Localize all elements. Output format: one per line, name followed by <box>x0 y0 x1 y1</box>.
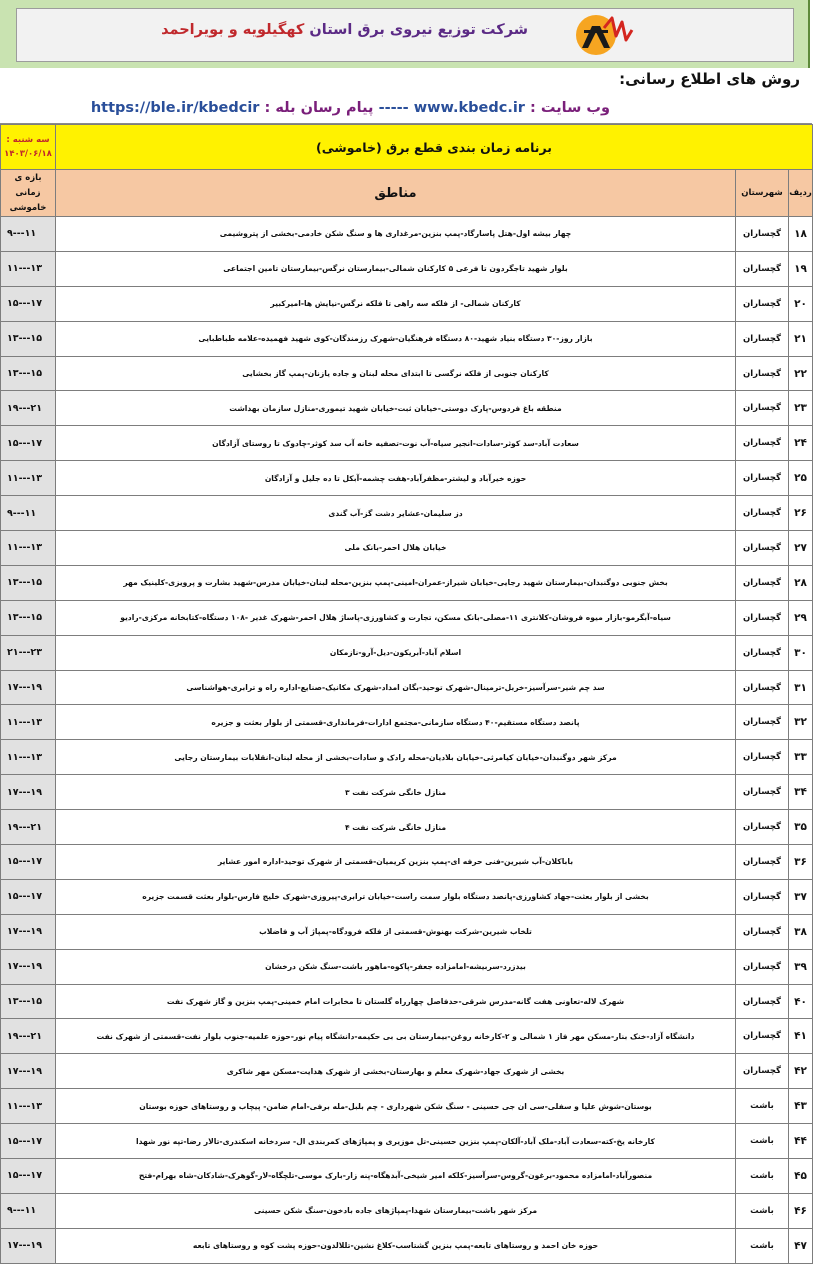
city-cell: گچساران <box>736 286 789 321</box>
city-cell: گچساران <box>736 775 789 810</box>
row-number-cell: ۲۹ <box>789 600 813 635</box>
areas-cell: بلوار شهید تاجگردون تا فرعی ۵ کارکنان شمالی-بیمارستان نرگس-بیمارستان تامین اجتماعی <box>56 251 736 286</box>
areas-cell: شهرک لاله-تعاونی هفت گانه-مدرس شرقی-حدفاصل چهارراه گلستان تا مخابرات امام خمینی-پمپ بنزین و گاز شهرک نفت <box>56 984 736 1019</box>
date-day: سه شنبه : <box>6 135 50 145</box>
time-range-cell: ۱۵---۱۷ <box>1 426 56 461</box>
row-number-cell: ۲۱ <box>789 321 813 356</box>
time-range-cell: ۱۱---۱۳ <box>1 1089 56 1124</box>
city-cell: باشت <box>736 1124 789 1159</box>
areas-cell: منصورآباد-امامزاده محمود-برغون-گروس-سرآسیز-کلکه امیر شیخی-آبدهگاه-پنه زار-بارک موسی-تلچگاه-لار-گوهرک-شادکان-شاه بهرام-فتح <box>56 1159 736 1194</box>
areas-cell: دانشگاه آزاد-خنک بنار-مسکن مهر فاز ۱ شمالی و ۲-کارخانه روغن-بیمارستان بی بی حکیمه-دانشگاه پیام نور-حوزه علمیه-جنوب بلوار نفت-قسمتی از شهرک نفت <box>56 1019 736 1054</box>
website-label: وب سایت : <box>530 100 610 116</box>
row-number-cell: ۳۸ <box>789 914 813 949</box>
table-row <box>1 217 813 252</box>
table-row <box>1 810 813 845</box>
city-cell: گچساران <box>736 740 789 775</box>
table-row <box>1 1054 813 1089</box>
table-row <box>1 1124 813 1159</box>
schedule-table <box>0 124 813 1264</box>
col-header-row: ردیف <box>789 170 813 217</box>
table-row <box>1 705 813 740</box>
table-row <box>1 286 813 321</box>
city-cell: گچساران <box>736 565 789 600</box>
table-row <box>1 496 813 531</box>
city-cell: گچساران <box>736 251 789 286</box>
areas-cell: بخشی از شهرک جهاد-شهرک معلم و بهارستان-بخشی از شهرک هدایت-مسکن مهر شاکری <box>56 1054 736 1089</box>
separator: ----- <box>378 100 409 116</box>
col-header-areas: مناطق <box>56 170 736 217</box>
time-range-cell: ۱۵---۱۷ <box>1 1159 56 1194</box>
table-row <box>1 879 813 914</box>
row-number-cell: ۲۲ <box>789 356 813 391</box>
row-number-cell: ۳۹ <box>789 949 813 984</box>
time-range-cell: ۹---۱۱ <box>1 1193 56 1228</box>
table-row <box>1 1193 813 1228</box>
time-range-cell: ۱۱---۱۳ <box>1 740 56 775</box>
time-range-cell: ۱۳---۱۵ <box>1 565 56 600</box>
city-cell: گچساران <box>736 600 789 635</box>
row-number-cell: ۲۸ <box>789 565 813 600</box>
time-range-cell: ۱۳---۱۵ <box>1 600 56 635</box>
row-number-cell: ۳۱ <box>789 670 813 705</box>
time-range-cell: ۱۱---۱۳ <box>1 461 56 496</box>
time-range-cell: ۱۱---۱۳ <box>1 705 56 740</box>
city-cell: باشت <box>736 1089 789 1124</box>
time-range-cell: ۱۵---۱۷ <box>1 1124 56 1159</box>
areas-cell: پانصد دستگاه مستقیم-۴۰ دستگاه سازمانی-مجتمع ادارات-فرمانداری-قسمتی از بلوار بعثت و جزیره <box>56 705 736 740</box>
table-row <box>1 740 813 775</box>
table-row <box>1 949 813 984</box>
row-number-cell: ۳۵ <box>789 810 813 845</box>
row-number-cell: ۲۰ <box>789 286 813 321</box>
table-row <box>1 1159 813 1194</box>
time-range-cell: ۱۳---۱۵ <box>1 356 56 391</box>
areas-cell: بازار روز-۳۰ دستگاه بنیاد شهید-۸۰ دستگاه فرهنگیان-شهرک رزمندگان-کوی شهید فهمیده-علامه طباطبایی <box>56 321 736 356</box>
table-row <box>1 565 813 600</box>
website-link[interactable]: www.kbedc.ir <box>413 100 525 116</box>
time-range-cell: ۱۵---۱۷ <box>1 879 56 914</box>
time-range-cell: ۱۹---۲۱ <box>1 810 56 845</box>
areas-cell: مرکز شهر باشت-بیمارستان شهدا-پمپاژهای جاده بادخون-سنگ شکن حسینی <box>56 1193 736 1228</box>
row-number-cell: ۳۷ <box>789 879 813 914</box>
bale-label: پیام رسان بله : <box>264 100 374 116</box>
bale-link[interactable]: https://ble.ir/kbedcir <box>90 100 260 116</box>
info-methods-title: روش های اطلاع رسانی: <box>619 70 800 88</box>
time-range-cell: ۱۷---۱۹ <box>1 949 56 984</box>
power-tower-lightning-logo <box>568 12 638 58</box>
time-range-cell: ۹---۱۱ <box>1 496 56 531</box>
city-cell: گچساران <box>736 845 789 880</box>
city-cell: گچساران <box>736 1019 789 1054</box>
city-cell: گچساران <box>736 496 789 531</box>
city-cell: گچساران <box>736 879 789 914</box>
time-range-cell: ۱۱---۱۳ <box>1 531 56 566</box>
city-cell: باشت <box>736 1193 789 1228</box>
time-range-cell: ۱۳---۱۵ <box>1 984 56 1019</box>
table-row <box>1 461 813 496</box>
row-number-cell: ۲۶ <box>789 496 813 531</box>
city-cell: گچساران <box>736 635 789 670</box>
table-row <box>1 1228 813 1263</box>
areas-cell: خیابان هلال احمر-بانک ملی <box>56 531 736 566</box>
city-cell: گچساران <box>736 705 789 740</box>
row-number-cell: ۲۵ <box>789 461 813 496</box>
row-number-cell: ۴۲ <box>789 1054 813 1089</box>
time-range-cell: ۱۷---۱۹ <box>1 914 56 949</box>
city-cell: گچساران <box>736 984 789 1019</box>
city-cell: گچساران <box>736 217 789 252</box>
time-range-cell: ۱۷---۱۹ <box>1 670 56 705</box>
row-number-cell: ۳۳ <box>789 740 813 775</box>
table-row <box>1 1089 813 1124</box>
table-row <box>1 356 813 391</box>
table-row <box>1 670 813 705</box>
time-range-cell: ۹---۱۱ <box>1 217 56 252</box>
areas-cell: مرکز شهر دوگنبدان-خیابان کیامرثی-خیابان بلادیان-محله رادک و سادات-بخشی از محله لبنان-انقلابات بیمارستان رجایی <box>56 740 736 775</box>
areas-cell: حوزه خان احمد و روستاهای تابعه-پمپ بنزین گشتاسب-کلاغ نشین-تللالدون-حوزه پشت کوه و روستاهای تابعه <box>56 1228 736 1263</box>
city-cell: باشت <box>736 1159 789 1194</box>
areas-cell: بخشی از بلوار بعثت-جهاد کشاورزی-پانصد دستگاه بلوار سمت راست-خیابان ترابری-پیروزی-شهرک خلیج فارس-بلوار بعثت قسمت جزیره <box>56 879 736 914</box>
row-number-cell: ۴۳ <box>789 1089 813 1124</box>
city-cell: باشت <box>736 1228 789 1263</box>
date-cell <box>1 125 56 170</box>
table-row <box>1 251 813 286</box>
time-range-cell: ۱۳---۱۵ <box>1 321 56 356</box>
table-row <box>1 1019 813 1054</box>
row-number-cell: ۲۷ <box>789 531 813 566</box>
areas-cell: اسلام آباد-آبریکون-دیل-آرو-نازمکان <box>56 635 736 670</box>
schedule-title: برنامه زمان بندی قطع برق (خاموشی) <box>56 125 813 170</box>
row-number-cell: ۴۷ <box>789 1228 813 1263</box>
table-row <box>1 775 813 810</box>
row-number-cell: ۲۴ <box>789 426 813 461</box>
company-name <box>161 22 528 38</box>
areas-cell: بخش جنوبی دوگنبدان-بیمارستان شهید رجایی-خیابان شیراز-عمران-امینی-پمپ بنزین-محله لبنان-خیابان مدرس-شهید بشارت و پرویزی-کلینیک مهر <box>56 565 736 600</box>
row-number-cell: ۱۸ <box>789 217 813 252</box>
row-number-cell: ۴۵ <box>789 1159 813 1194</box>
title-row <box>1 125 813 170</box>
table-row <box>1 391 813 426</box>
time-range-cell: ۱۷---۱۹ <box>1 1054 56 1089</box>
time-range-cell: ۱۵---۱۷ <box>1 845 56 880</box>
areas-cell: منازل خانگی شرکت نفت ۴ <box>56 810 736 845</box>
table-row <box>1 531 813 566</box>
city-cell: گچساران <box>736 1054 789 1089</box>
table-row <box>1 845 813 880</box>
row-number-cell: ۴۱ <box>789 1019 813 1054</box>
time-range-cell: ۱۹---۲۱ <box>1 391 56 426</box>
city-cell: گچساران <box>736 810 789 845</box>
info-links <box>91 100 610 116</box>
city-cell: گچساران <box>736 426 789 461</box>
date-value: ۱۴۰۳/۰۶/۱۸ <box>4 149 52 159</box>
time-range-cell: ۱۵---۱۷ <box>1 286 56 321</box>
col-header-time: بازه ی زمانی خاموشی <box>1 170 56 217</box>
city-cell: گچساران <box>736 461 789 496</box>
row-number-cell: ۴۴ <box>789 1124 813 1159</box>
table-row <box>1 426 813 461</box>
areas-cell: کارکنان جنوبی از فلکه نرگسی تا ابتدای محله لبنان و جاده یازنان-پمپ گاز بخشایی <box>56 356 736 391</box>
areas-cell: بوستان-شوش علیا و سفلی-سی ان جی حسینی - سنگ شکن شهرداری - چم بلبل-مله برفی-امام ضامن- پیچاب و روستاهای حوزه بوستان <box>56 1089 736 1124</box>
areas-cell: منطقه باغ فردوس-پارک دوستی-خیابان ثبت-خیابان شهید تیموری-منازل سازمان بهداشت <box>56 391 736 426</box>
header-row <box>1 170 813 217</box>
time-range-cell: ۱۷---۱۹ <box>1 1228 56 1263</box>
row-number-cell: ۳۲ <box>789 705 813 740</box>
row-number-cell: ۳۰ <box>789 635 813 670</box>
areas-cell: باباکلان-آب شیرین-فنی حرفه ای-پمپ بنزین کریمیان-قسمتی از شهرک توحید-اداره امور عشایر <box>56 845 736 880</box>
table-row <box>1 914 813 949</box>
city-cell: گچساران <box>736 356 789 391</box>
areas-cell: سد چم شیر-سرآسیز-خربل-ترمینال-شهرک توحید-بگان امداد-شهرک مکانیک-صنایع-اداره راه و ترابری-هواشناسی <box>56 670 736 705</box>
city-cell: گچساران <box>736 391 789 426</box>
city-cell: گچساران <box>736 531 789 566</box>
areas-cell: حوزه خیرآباد و لیشتر-مظفرآباد-هفت چشمه-آبکل تا ده جلیل و آزادگان <box>56 461 736 496</box>
row-number-cell: ۲۳ <box>789 391 813 426</box>
row-number-cell: ۱۹ <box>789 251 813 286</box>
areas-cell: چهار بیشه اول-هتل پاسارگاد-پمپ بنزین-مرغداری ها و سنگ شکن خادمی-بخشی از پتروشیمی <box>56 217 736 252</box>
areas-cell: تلخاب شیرین-شرکت بهنوش-قسمتی از فلکه فرودگاه-پمپاژ آب و فاضلاب <box>56 914 736 949</box>
company-province: کهگیلویه و بویراحمد <box>161 22 305 38</box>
areas-cell: بیدزرد-سربیشه-امامزاده جعفر-پاکوه-ماهور باشت-سنگ شکن درخشان <box>56 949 736 984</box>
table-row <box>1 321 813 356</box>
row-number-cell: ۴۰ <box>789 984 813 1019</box>
time-range-cell: ۱۹---۲۱ <box>1 1019 56 1054</box>
table-row <box>1 635 813 670</box>
areas-cell: سعادت آباد-سد کوثر-سادات-انجیر سیاه-آب نوت-تصفیه خانه آب سد کوثر-چادوک تا روستای آزادگان <box>56 426 736 461</box>
row-number-cell: ۴۶ <box>789 1193 813 1228</box>
company-prefix: شرکت توزیع نیروی برق استان <box>309 22 528 38</box>
time-range-cell: ۱۱---۱۳ <box>1 251 56 286</box>
col-header-city: شهرستان <box>736 170 789 217</box>
city-cell: گچساران <box>736 670 789 705</box>
areas-cell: سیاه-آبگرمو-بازار میوه فروشان-کلانتری ۱۱-مصلی-بانک مسکن، تجارت و کشاورزی-پاساژ هلال احمر-شهرک غدیر -۱۰۸ دستگاه-کتابخانه مرکزی-رادیو <box>56 600 736 635</box>
city-cell: گچساران <box>736 321 789 356</box>
city-cell: گچساران <box>736 914 789 949</box>
city-cell: گچساران <box>736 949 789 984</box>
areas-cell: منازل خانگی شرکت نفت ۳ <box>56 775 736 810</box>
areas-cell: کارخانه یخ-کته-سعادت آباد-ملک آباد-آلکان-پمپ بنزین حسینی-تل موزیری و پمپاژهای کمربندی ال- سردخانه اسکندری-تالار رضا-تپه نور شهدا <box>56 1124 736 1159</box>
time-range-cell: ۲۱---۲۳ <box>1 635 56 670</box>
row-number-cell: ۳۴ <box>789 775 813 810</box>
table-row <box>1 600 813 635</box>
areas-cell: کارکنان شمالی- از فلکه سه راهی تا فلکه نرگس-نیایش ها-امیرکبیر <box>56 286 736 321</box>
areas-cell: دز سلیمان-عشایر دشت گز-آب گندی <box>56 496 736 531</box>
table-row <box>1 984 813 1019</box>
row-number-cell: ۳۶ <box>789 845 813 880</box>
time-range-cell: ۱۷---۱۹ <box>1 775 56 810</box>
